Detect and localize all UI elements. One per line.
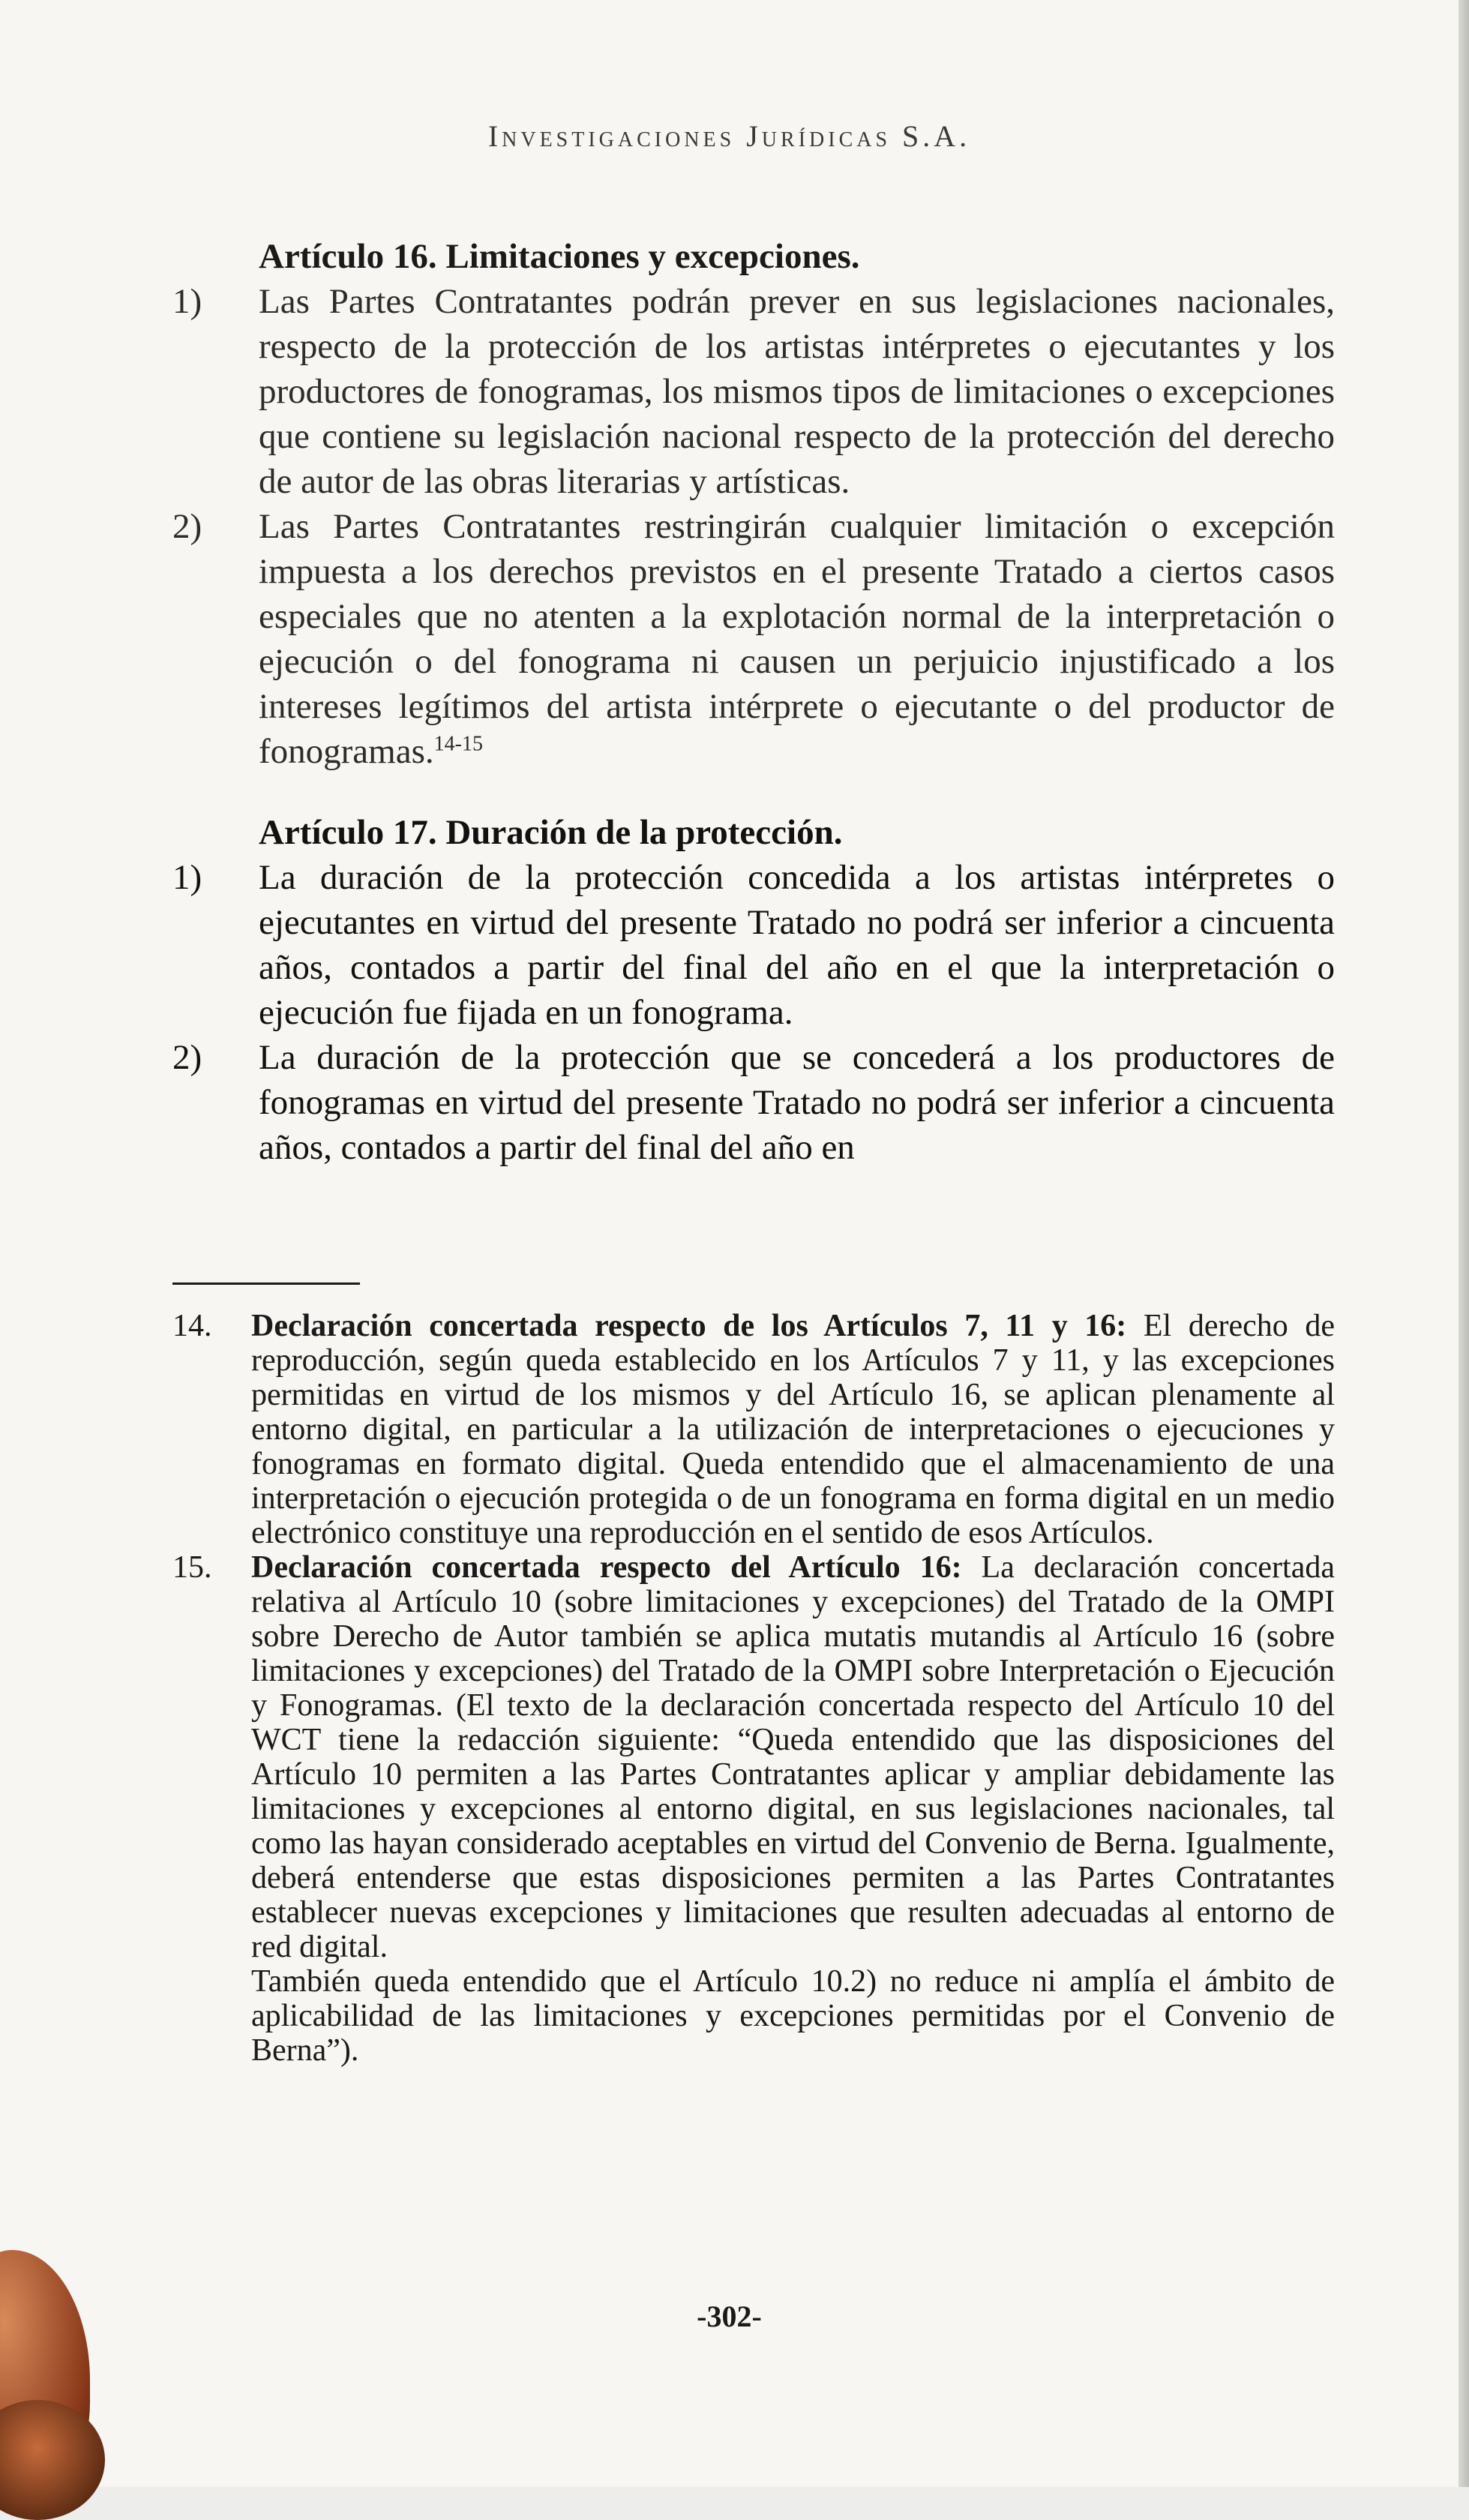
article-17: [172, 810, 1335, 1170]
footnote-number: 15.: [172, 1550, 212, 1585]
footnotes: [172, 1309, 1335, 2068]
footnote-text: También queda entendido que el Artículo 10.2) no reduce ni amplía el ámbito de aplicabilidad de las limitaciones y excepciones permitidas por el Convenio de Berna”).: [251, 1964, 1335, 2068]
article-paragraph: [172, 855, 1335, 1035]
article-title: Artículo 16. Limitaciones y excepciones.: [259, 237, 860, 276]
articles-body: [172, 234, 1335, 1170]
paragraph-text: La duración de la protección concedida a los artistas intérpretes o ejecutantes en virtud del presente Tratado no podrá ser inferior a cincuenta años, contados a partir del final del año en el que la interpretación o ejecución fue fijada en un fonograma.: [259, 858, 1335, 1032]
article-title: Artículo 17. Duración de la protección.: [259, 813, 843, 852]
footnote-lead: Declaración concertada respecto del Artículo 16:: [251, 1550, 962, 1585]
paragraph-text: Las Partes Contratantes restringirán cualquier limitación o excepción impuesta a los derechos previstos en el presente Tratado a ciertos casos especiales que no atenten a la explotación normal de la interpretación o ejecución o del fonograma ni causen un perjuicio injustificado a los intereses legítimos del artista intérprete o ejecutante o del productor de fonogramas.: [259, 507, 1335, 771]
paragraph-number: 2): [172, 1038, 202, 1077]
article-paragraph: [172, 279, 1335, 504]
running-head: Investigaciones Jurídicas S.A.: [487, 119, 971, 153]
paragraph-text: La duración de la protección que se concederá a los productores de fonogramas en virtud del presente Tratado no podrá ser inferior a cincuenta años, contados a partir del final del año en: [259, 1038, 1335, 1167]
footnote-separator: [172, 1282, 360, 1285]
article-paragraph: [172, 504, 1335, 774]
paragraph-number: 1): [172, 858, 202, 897]
paragraph-number: 1): [172, 282, 202, 321]
paragraph-number: 2): [172, 507, 202, 546]
article-paragraph: [172, 1035, 1335, 1170]
footnote-number: 14.: [172, 1309, 212, 1343]
footnote-lead: Declaración concertada respecto de los Artículos 7, 11 y 16:: [251, 1309, 1127, 1343]
paragraph-text: Las Partes Contratantes podrán prever en sus legislaciones nacionales, respecto de la protección de los artistas intérpretes o ejecutantes y los productores de fonogramas, los mismos tipos de limitaciones o excepciones que contiene su legislación nacional respecto de la protección del derecho de autor de las obras literarias y artísticas.: [259, 282, 1335, 501]
footnote-text: La declaración concertada relativa al Artículo 10 (sobre limitaciones y excepciones) del Tratado de la OMPI sobre Derecho de Autor también se aplica mutatis mutandis al Artículo 16 (sobre limitaciones y excepciones) del Tratado de la OMPI sobre Interpretación o Ejecución y Fonogramas. (El texto de la declaración concertada respecto del Artículo 10 del WCT tiene la redacción siguiente: “Queda entendido que las disposiciones del Artículo 10 permiten a las Partes Contratantes aplicar y ampliar debidamente las limitaciones y excepciones al entorno digital, en sus legislaciones nacionales, tal como las hayan considerado aceptables en virtud del Convenio de Berna. Igualmente, deberá entenderse que estas disposiciones permiten a las Partes Contratantes establecer nuevas excepciones y limitaciones que resulten adecuadas al entorno de red digital.: [251, 1550, 1335, 1964]
page-edge: [1459, 0, 1469, 2487]
footnote-reference: 14-15: [433, 732, 483, 756]
footnote-15: [172, 1550, 1335, 1964]
footnote-15-continuation: [172, 1964, 1335, 2068]
page-number: -302-: [697, 2300, 762, 2333]
footnote-14: [172, 1309, 1335, 1550]
article-16: [172, 234, 1335, 774]
footnote-text: El derecho de reproducción, según queda establecido en los Artículos 7 y 11, y las excepciones permitidas en virtud de los mismos y del Artículo 16, se aplican plenamente al entorno digital, en particular a la utilización de interpretaciones o ejecuciones y fonogramas en formato digital. Queda entendido que el almacenamiento de una interpretación o ejecución protegida o de un fonograma en forma digital en un medio electrónico constituye una reproducción en el sentido de esos Artículos.: [251, 1309, 1335, 1550]
